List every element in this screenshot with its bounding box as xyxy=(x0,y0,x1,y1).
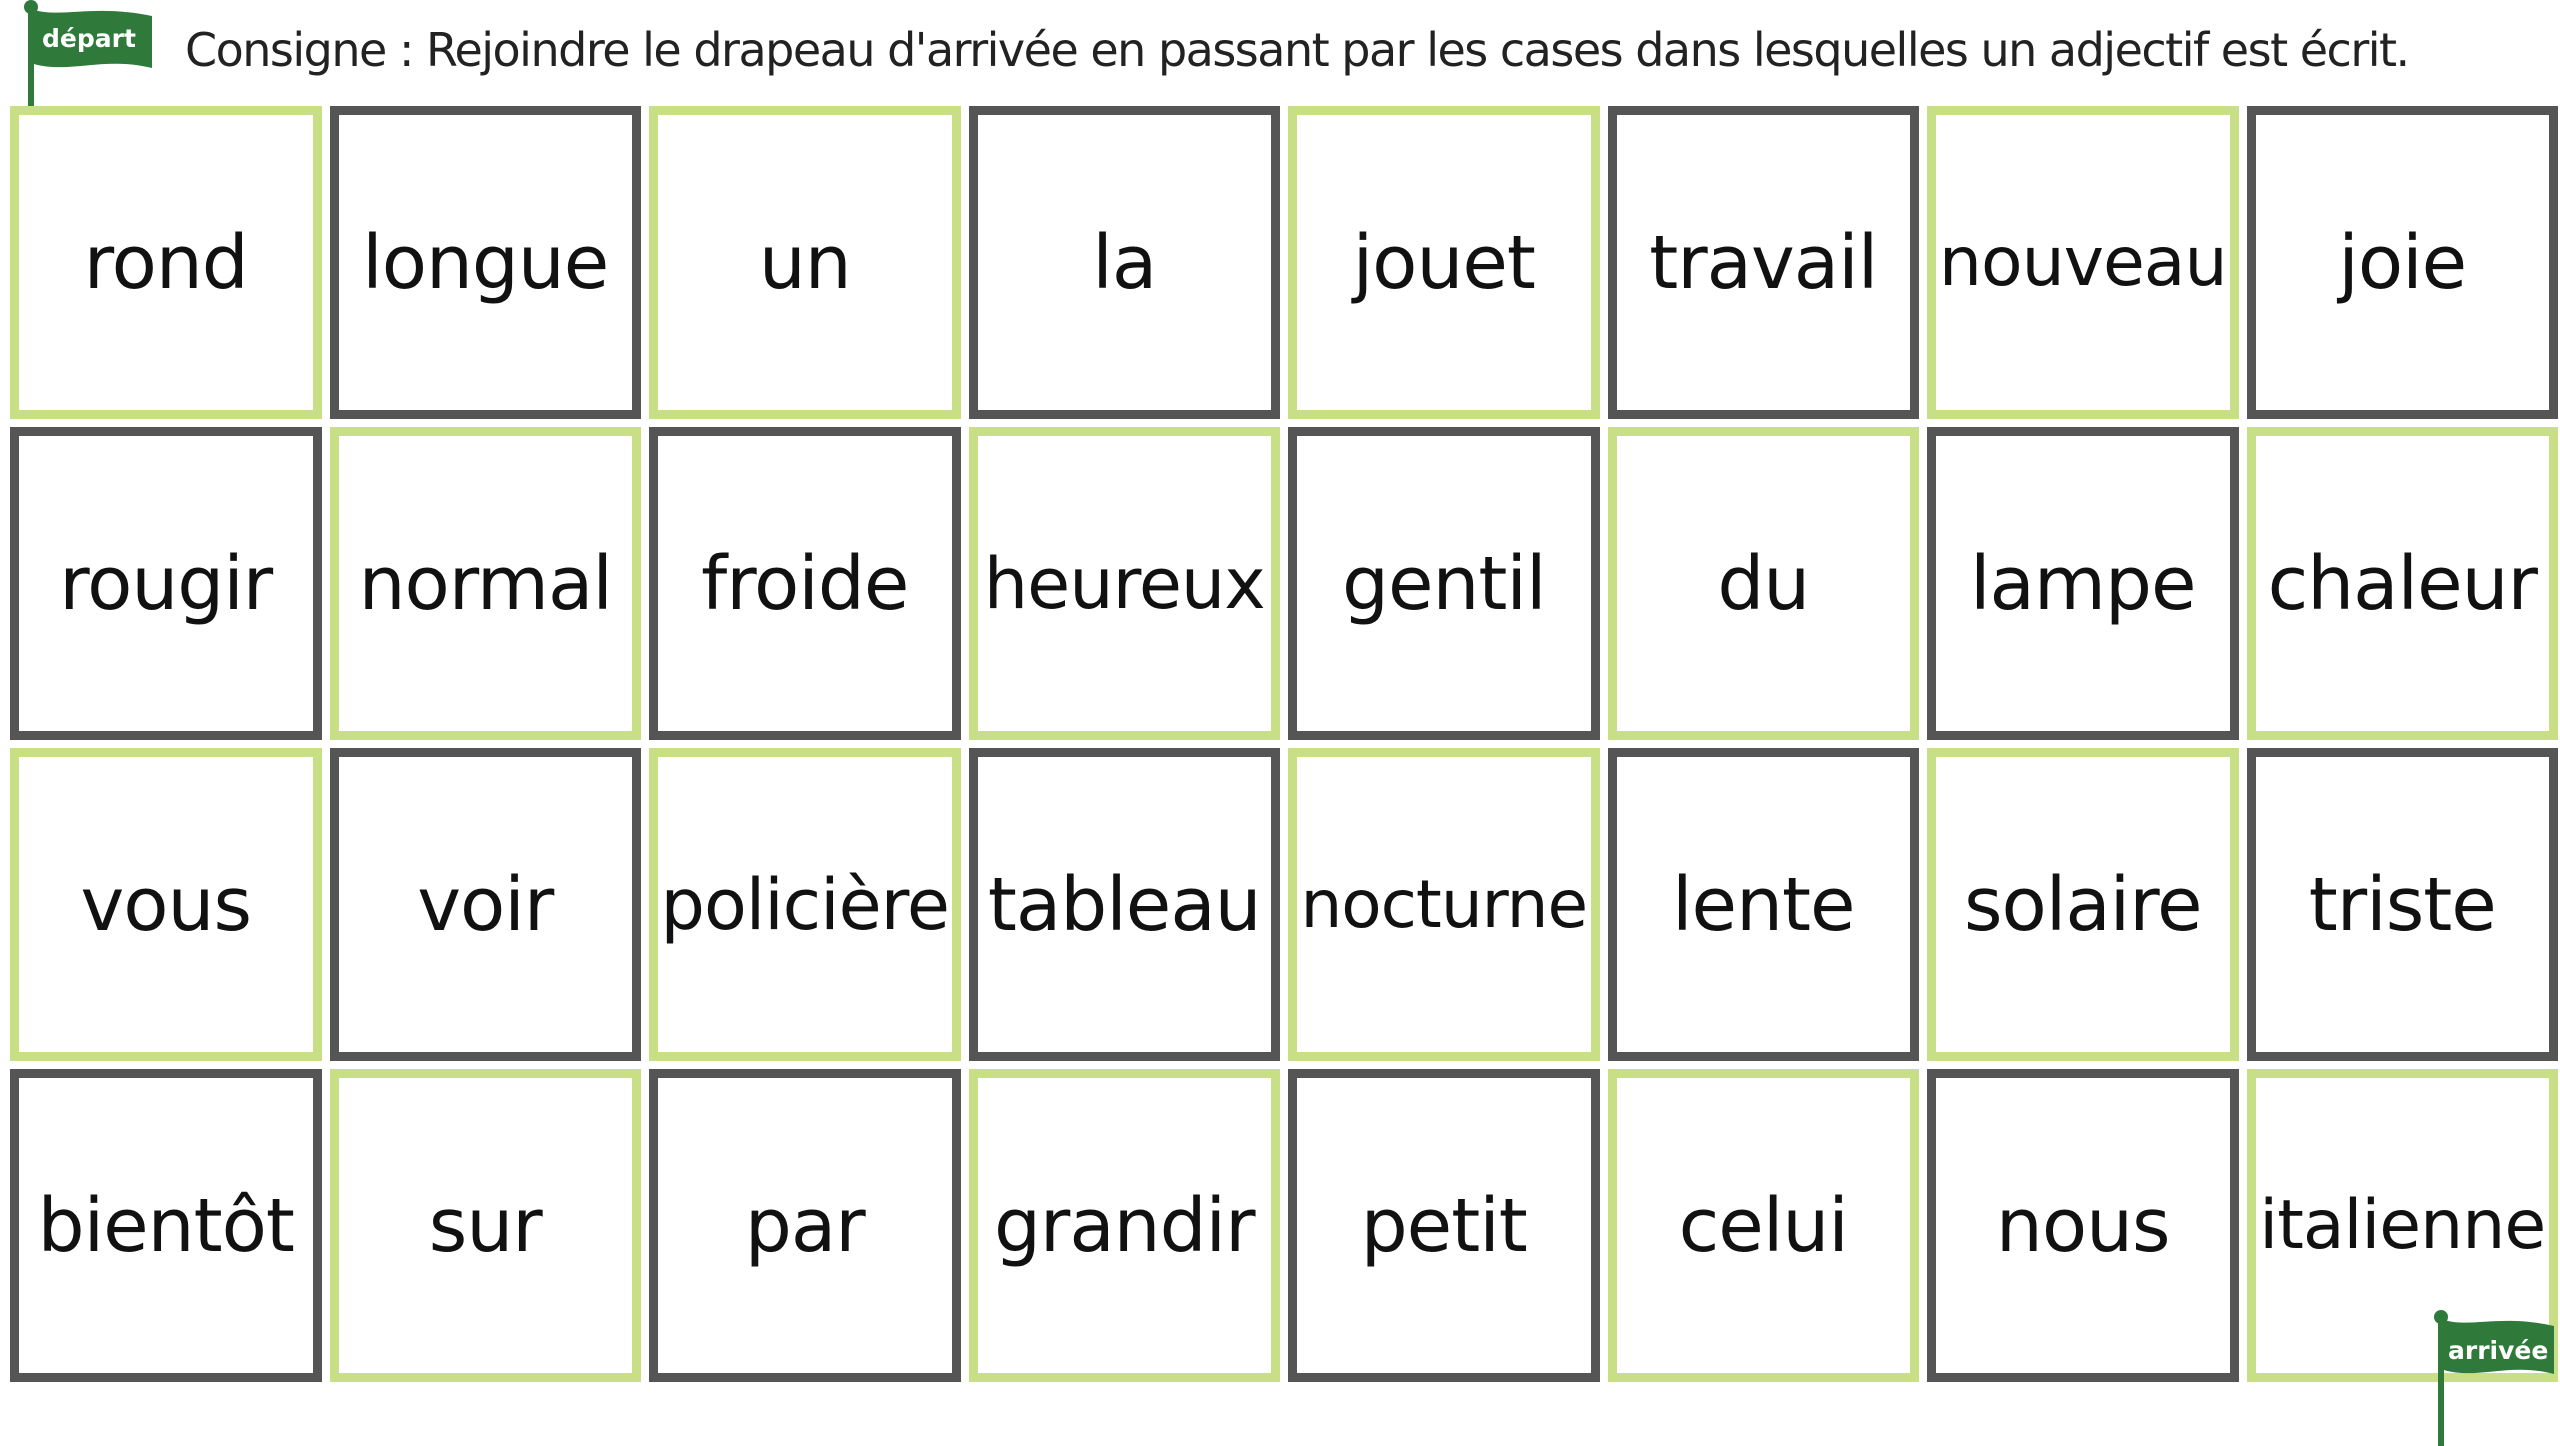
grid-cell-word: sur xyxy=(428,1182,542,1269)
grid-cell-word: voir xyxy=(417,861,554,948)
grid-cell-word: bientôt xyxy=(37,1182,294,1269)
grid-cell[interactable] xyxy=(1608,106,1920,419)
grid-cell[interactable] xyxy=(1288,106,1600,419)
grid-cell[interactable] xyxy=(10,748,322,1061)
grid-cell[interactable] xyxy=(649,427,961,740)
grid-cell[interactable] xyxy=(10,106,322,419)
grid-cell-word: solaire xyxy=(1963,861,2202,948)
grid-cell-word: du xyxy=(1717,540,1810,627)
grid-cell-word: un xyxy=(758,219,851,306)
grid-cell-word: normal xyxy=(358,540,612,627)
grid-cell[interactable] xyxy=(2247,748,2559,1061)
finish-flag-label: arrivée xyxy=(2448,1336,2549,1365)
grid-cell[interactable] xyxy=(1608,1069,1920,1382)
grid-cell[interactable] xyxy=(1927,748,2239,1061)
finish-flag-icon xyxy=(2432,1310,2560,1433)
grid-cell-word: policière xyxy=(660,863,949,946)
grid-cell[interactable] xyxy=(1927,1069,2239,1382)
grid-cell-word: nouveau xyxy=(1938,223,2227,302)
grid-cell-word: petit xyxy=(1360,1182,1527,1269)
grid-cell-word: longue xyxy=(362,219,609,306)
grid-cell-word: joie xyxy=(2338,219,2467,306)
grid-cell[interactable] xyxy=(649,106,961,419)
grid-cell[interactable] xyxy=(330,427,642,740)
grid-cell[interactable] xyxy=(969,106,1281,419)
grid-cell-word: rougir xyxy=(59,540,273,627)
instruction-text: Consigne : Rejoindre le drapeau d'arrivée en passant par les cases dans lesquelles un adjectif est écrit. xyxy=(185,23,2409,77)
word-grid xyxy=(10,106,2558,1382)
grid-cell[interactable] xyxy=(969,1069,1281,1382)
grid-cell-word: lampe xyxy=(1970,540,2196,627)
grid-cell[interactable] xyxy=(649,748,961,1061)
grid-cell[interactable] xyxy=(1288,1069,1600,1382)
grid-cell-word: tableau xyxy=(987,861,1261,948)
grid-cell-word: nocturne xyxy=(1300,866,1588,943)
grid-cell-word: grandir xyxy=(993,1182,1255,1269)
grid-cell[interactable] xyxy=(10,1069,322,1382)
grid-cell-word: froide xyxy=(701,540,909,627)
grid-cell-word: par xyxy=(744,1182,865,1269)
grid-cell-word: celui xyxy=(1678,1182,1848,1269)
grid-cell-word: rond xyxy=(83,219,248,306)
grid-cell[interactable] xyxy=(330,748,642,1061)
grid-cell[interactable] xyxy=(330,1069,642,1382)
grid-cell-word: nous xyxy=(1995,1182,2170,1269)
grid-cell-word: travail xyxy=(1649,219,1878,306)
grid-cell-word: la xyxy=(1092,219,1157,306)
grid-cell-word: triste xyxy=(2308,861,2496,948)
grid-cell[interactable] xyxy=(1608,748,1920,1061)
grid-cell-word: vous xyxy=(80,861,252,948)
grid-cell[interactable] xyxy=(969,427,1281,740)
grid-cell[interactable] xyxy=(10,427,322,740)
grid-cell[interactable] xyxy=(1927,427,2239,740)
grid-cell[interactable] xyxy=(2247,427,2559,740)
grid-cell-word: heureux xyxy=(983,542,1265,625)
grid-cell-word: jouet xyxy=(1352,219,1535,306)
start-flag-label: départ xyxy=(42,24,136,53)
grid-cell[interactable] xyxy=(1288,748,1600,1061)
grid-cell[interactable] xyxy=(1288,427,1600,740)
grid-cell-word: italienne xyxy=(2259,1186,2546,1265)
grid-cell[interactable] xyxy=(649,1069,961,1382)
grid-cell-word: gentil xyxy=(1341,540,1546,627)
grid-cell[interactable] xyxy=(969,748,1281,1061)
grid-cell[interactable] xyxy=(330,106,642,419)
grid-cell-word: lente xyxy=(1671,861,1855,948)
grid-cell-word: chaleur xyxy=(2267,540,2537,627)
grid-cell[interactable] xyxy=(2247,106,2559,419)
grid-cell[interactable] xyxy=(1927,106,2239,419)
grid-cell[interactable] xyxy=(1608,427,1920,740)
